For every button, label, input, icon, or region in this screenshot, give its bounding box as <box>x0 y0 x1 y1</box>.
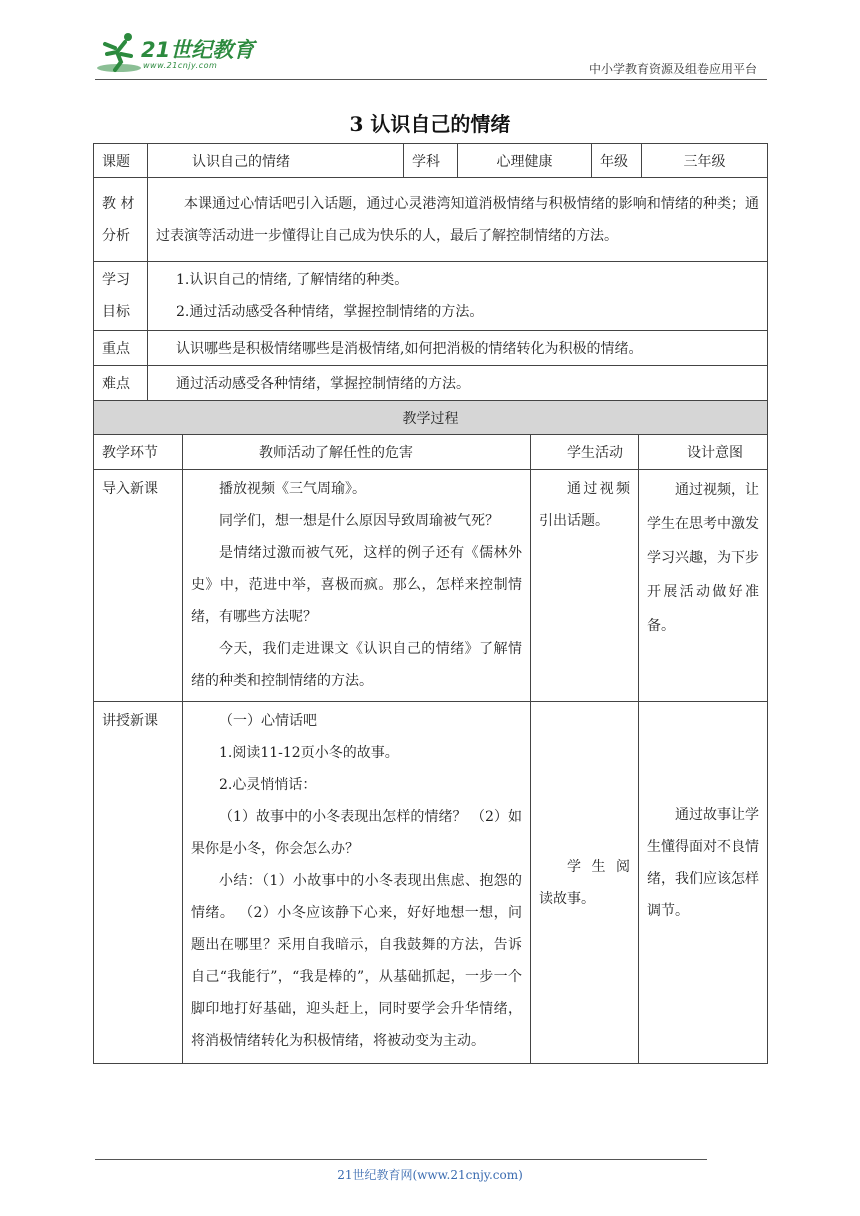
grade-label: 年级 <box>592 144 642 178</box>
process-heading-row <box>94 401 768 435</box>
teacher-paragraph: 2.心灵悄悄话： <box>219 777 317 793</box>
topic-row <box>94 144 768 178</box>
analysis-label-line: 教 材 <box>102 195 135 212</box>
goals-row <box>94 262 768 331</box>
goals-label <box>94 262 148 331</box>
topic-value: 认识自己的情绪 <box>148 144 404 178</box>
goals-label-line: 学习 <box>102 272 130 288</box>
student-activity-text: 学 生 阅读故事。 <box>539 858 630 907</box>
key-text: 认识哪些是积极情绪哪些是消极情绪,如何把消极的情绪转化为积极的情绪。 <box>148 331 768 366</box>
design-intent-text: 通过故事让学生懂得面对不良情绪，我们应该怎样调节。 <box>647 806 759 919</box>
design-intent-text: 通过视频，让学生在思考中激发学习兴趣，为下步开展活动做好准备。 <box>647 482 759 634</box>
goal-item: 1.认识自己的情绪, 了解情绪的种类。 <box>176 272 409 288</box>
analysis-text: 本课通过心情话吧引入话题，通过心灵港湾知道消极情绪与积极情绪的影响和情绪的种类；通过表演等活动进一步懂得让自己成为快乐的人，最后了解控制情绪的方法。 <box>156 195 759 244</box>
column-header: 教学环节 <box>94 435 183 470</box>
teacher-paragraph: 播放视频《三气周瑜》。 <box>219 481 366 497</box>
logo-text: 21世纪教育 <box>141 38 255 62</box>
page-footer: 21世纪教育网(www.21cnjy.com) <box>337 1168 523 1182</box>
page-title: 3 认识自己的情绪 <box>349 112 511 136</box>
design-intent-cell <box>639 470 768 702</box>
process-heading: 教学过程 <box>94 401 768 435</box>
teacher-paragraph: 今天，我们走进课文《认识自己的情绪》了解情绪的种类和控制情绪的方法。 <box>191 641 522 689</box>
column-header: 设计意图 <box>639 435 768 470</box>
student-activity-text: 通过视频引出话题。 <box>539 481 630 529</box>
teacher-activity-cell <box>183 702 531 1064</box>
teacher-activity-cell <box>183 470 531 702</box>
analysis-label <box>94 178 148 262</box>
column-header: 教师活动了解任性的危害 <box>183 435 531 470</box>
teacher-paragraph: 是情绪过激而被气死，这样的例子还有《儒林外史》中，范进中举，喜极而疯。那么，怎样来控制情绪，有哪些方法呢？ <box>191 545 522 625</box>
brand-logo <box>95 28 265 78</box>
student-activity-cell <box>531 702 639 1064</box>
lesson-info-table <box>93 143 768 401</box>
analysis-label-line: 分析 <box>102 227 130 244</box>
subject-label: 学科 <box>404 144 458 178</box>
teaching-process-table <box>93 400 768 1064</box>
goals-cell <box>148 262 768 331</box>
process-row-lecture <box>94 702 768 1064</box>
key-label: 重点 <box>94 331 148 366</box>
difficulty-label: 难点 <box>94 366 148 401</box>
header-divider <box>95 79 767 80</box>
stage-cell: 讲授新课 <box>94 702 183 1064</box>
key-row <box>94 331 768 366</box>
design-intent-cell <box>639 702 768 1064</box>
teacher-paragraph: （一）心情话吧 <box>219 713 317 729</box>
process-row-intro <box>94 470 768 702</box>
footer-divider <box>95 1159 707 1160</box>
logo-url: www.21cnjy.com <box>143 61 218 70</box>
runner-logo-icon <box>95 30 143 74</box>
analysis-row <box>94 178 768 262</box>
analysis-text-cell <box>148 178 768 262</box>
teacher-paragraph: 小结：（1）小故事中的小冬表现出焦虑、抱怨的情绪。 （2）小冬应该静下心来，好好地想一想，问题出在哪里？采用自我暗示，自我鼓舞的方法，告诉自己“我能行”，“我是棒的”，从基础抓起，一步一个脚印地打好基础，迎头赶上，同时要学会升华情绪，将消极情绪转化为积极情绪，将被动变为主动。 <box>191 873 522 1049</box>
page-header <box>95 28 765 78</box>
teacher-paragraph: 同学们，想一想是什么原因导致周瑜被气死？ <box>219 513 499 529</box>
student-activity-cell <box>531 470 639 702</box>
column-header: 学生活动 <box>531 435 639 470</box>
teacher-paragraph: （1）故事中的小冬表现出怎样的情绪？ （2）如果你是小冬，你会怎么办？ <box>191 809 522 857</box>
subject-value: 心理健康 <box>458 144 592 178</box>
process-header-row <box>94 435 768 470</box>
platform-name: 中小学教育资源及组卷应用平台 <box>588 62 757 76</box>
topic-label: 课题 <box>94 144 148 178</box>
grade-value: 三年级 <box>642 144 768 178</box>
teacher-paragraph: 1.阅读11-12页小冬的故事。 <box>219 745 399 761</box>
difficulty-row <box>94 366 768 401</box>
goals-label-line: 目标 <box>102 304 130 320</box>
stage-cell: 导入新课 <box>94 470 183 702</box>
goal-item: 2.通过活动感受各种情绪，掌握控制情绪的方法。 <box>176 304 484 320</box>
difficulty-text: 通过活动感受各种情绪，掌握控制情绪的方法。 <box>148 366 768 401</box>
